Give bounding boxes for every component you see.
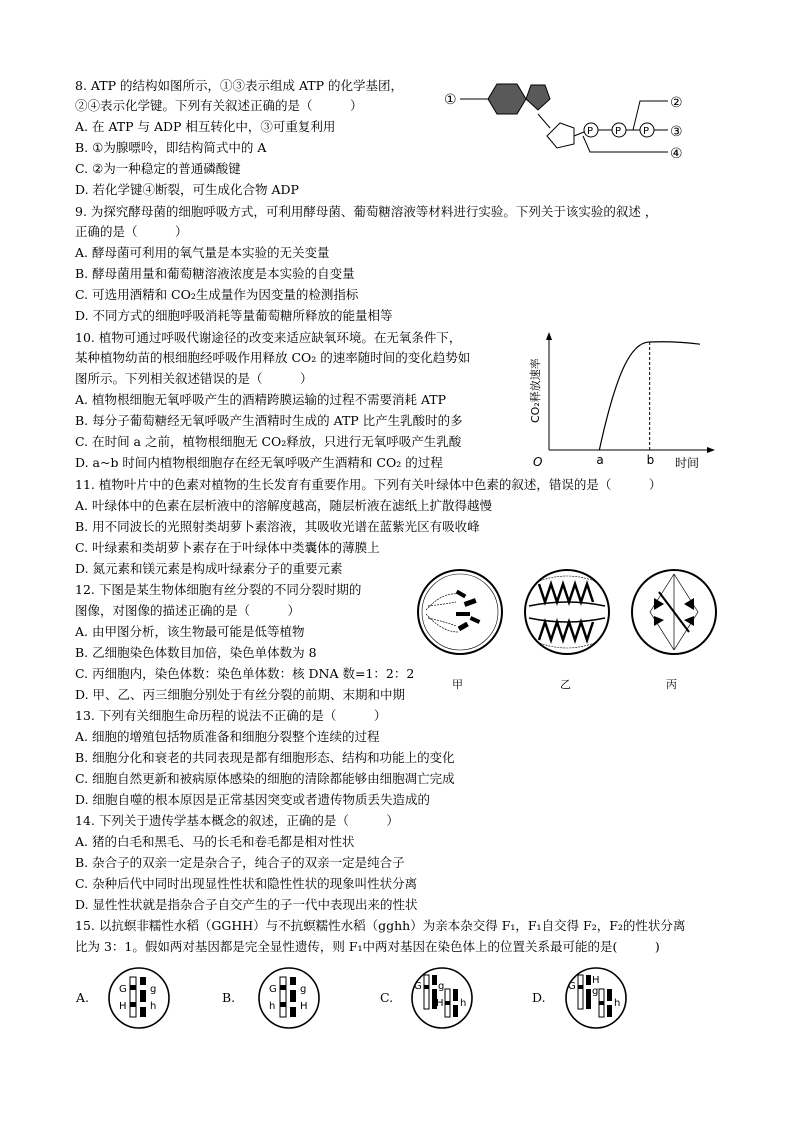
svg-text:g: g — [150, 984, 157, 995]
cell-yi-icon — [525, 570, 609, 654]
q12-option-d: D. 甲、乙、丙三细胞分别处于有丝分裂的前期、末期和中期 — [75, 687, 406, 702]
q11-stem: 11. 植物叶片中的色素对植物的生长发育有重要作用。下列有关叶绿体中色素的叙述，错误的是（ ） — [75, 477, 662, 492]
q11-option-a: A. 叶绿体中的色素在层析液中的溶解度越高，随层析液在滤纸上扩散得越慢 — [75, 498, 492, 513]
atp-structure-figure — [440, 78, 700, 178]
q9-option-b: B. 酵母菌用量和葡萄糖溶液浓度是本实验的自变量 — [75, 266, 355, 281]
adenine-icon — [526, 85, 550, 110]
svg-text:H: H — [300, 1001, 308, 1012]
svg-text:G: G — [414, 981, 422, 992]
y-axis-label: CO₂释放速率 — [529, 358, 542, 423]
ribose-icon — [547, 123, 574, 148]
q8-option-b: B. ①为腺嘌呤，即结构简式中的 A — [75, 140, 267, 155]
atp-label-1: ① — [444, 92, 457, 108]
x-mark-a: a — [596, 453, 604, 467]
q15-stem-line1: 15. 以抗螟非糯性水稻（GGHH）与不抗螟糯性水稻（gghh）为亲本杂交得 F₁，F₁自交得 F₂，F₂的性状分离 — [75, 918, 686, 933]
q11-option-b: B. 用不同波长的光照射类胡萝卜素溶液，其吸收光谱在蓝紫光区有吸收峰 — [75, 519, 480, 534]
q10-option-b: B. 每分子葡萄糖经无氧呼吸产生酒精时生成的 ATP 比产生乳酸时的多 — [75, 413, 463, 428]
origin-label: O — [533, 455, 543, 469]
q12-stem-line2: 图像，对图像的描述正确的是（ ） — [75, 603, 301, 618]
q12-option-a: A. 由甲图分析，该生物最可能是低等植物 — [75, 624, 305, 639]
q10-stem-line3: 图所示。下列相关叙述错误的是（ ） — [75, 371, 313, 386]
q8-option-d: D. 若化学键④断裂，可生成化合物 ADP — [75, 182, 299, 197]
atp-label-3: ③ — [670, 124, 683, 140]
svg-text:H: H — [592, 975, 600, 986]
q13-option-d: D. 细胞自噬的根本原因是正常基因突变或者遗传物质丢失造成的 — [75, 792, 431, 807]
q10-stem-line2: 某种植物幼苗的根细胞经呼吸作用释放 CO₂ 的速率随时间的变化趋势如 — [75, 350, 471, 365]
svg-text:P: P — [587, 126, 594, 137]
q10-option-c: C. 在时间 a 之前，植物根细胞无 CO₂释放，只进行无氧呼吸产生乳酸 — [75, 434, 462, 449]
svg-text:g: g — [592, 986, 599, 997]
svg-text:g: g — [438, 981, 445, 992]
q9-option-d: D. 不同方式的细胞呼吸消耗等量葡萄糖所释放的能量相等 — [75, 308, 393, 323]
svg-text:h: h — [460, 998, 467, 1009]
q15-option-a-cell-icon — [104, 965, 174, 1031]
q12-option-b: B. 乙细胞染色体数目加倍，染色单体数为 8 — [75, 645, 317, 660]
q12-stem-line1: 12. 下图是某生物体细胞有丝分裂的不同分裂时期的 — [75, 582, 362, 597]
q8-stem-line1: 8. ATP 的结构如图所示，①③表示组成 ATP 的化学基团， — [75, 78, 404, 93]
q15-option-c-label: C. — [380, 990, 394, 1005]
q11-option-d: D. 氮元素和镁元素是构成叶绿素分子的重要元素 — [75, 561, 343, 576]
atp-label-4: ④ — [670, 146, 683, 162]
svg-text:h: h — [614, 998, 621, 1009]
mitosis-cell-images — [412, 562, 722, 672]
svg-text:h: h — [150, 1001, 157, 1012]
atp-label-2: ② — [670, 95, 683, 111]
q14-stem: 14. 下列关于遗传学基本概念的叙述，正确的是（ ） — [75, 813, 399, 828]
svg-text:G: G — [568, 981, 576, 992]
caption-bing: 丙 — [666, 678, 677, 691]
q15-option-b-label: B. — [222, 990, 236, 1005]
q10-option-a: A. 植物根细胞无氧呼吸产生的酒精跨膜运输的过程不需要消耗 ATP — [75, 392, 447, 407]
q8-option-a: A. 在 ATP 与 ADP 相互转化中，③可重复利用 — [75, 119, 336, 134]
svg-text:g: g — [300, 984, 307, 995]
q8-option-c: C. ②为一种稳定的普通磷酸键 — [75, 161, 241, 176]
q14-option-a: A. 猪的白毛和黑毛、马的长毛和卷毛都是相对性状 — [75, 834, 355, 849]
svg-text:P: P — [643, 126, 650, 137]
q13-option-a: A. 细胞的增殖包括物质准备和细胞分裂整个连续的过程 — [75, 729, 380, 744]
q13-option-b: B. 细胞分化和衰老的共同表现是都有细胞形态、结构和功能上的变化 — [75, 750, 455, 765]
q14-option-d: D. 显性性状就是指杂合子自交产生的子一代中表现出来的性状 — [75, 897, 418, 912]
caption-yi: 乙 — [560, 678, 571, 691]
svg-text:h: h — [269, 1001, 276, 1012]
svg-text:G: G — [269, 984, 277, 995]
q15-option-a-label: A. — [76, 990, 90, 1005]
svg-text:H: H — [436, 998, 444, 1009]
q8-stem-line2: ②④表示化学键。下列有关叙述正确的是（ ） — [75, 98, 363, 113]
q9-stem-line2: 正确的是（ ） — [75, 224, 188, 239]
x-mark-b: b — [646, 453, 655, 467]
q14-option-c: C. 杂种后代中同时出现显性性状和隐性性状的现象叫性状分离 — [75, 876, 418, 891]
q13-option-c: C. 细胞自然更新和被病原体感染的细胞的清除都能够由细胞凋亡完成 — [75, 771, 455, 786]
q12-option-c: C. 丙细胞内，染色体数：染色单体数：核 DNA 数=1：2：2 — [75, 666, 415, 681]
svg-text:P: P — [615, 126, 622, 137]
q15-option-b-cell-icon — [254, 965, 324, 1031]
q9-stem-line1: 9. 为探究酵母菌的细胞呼吸方式，可利用酵母菌、葡萄糖溶液等材料进行实验。下列关于该实验的叙述 ， — [75, 204, 658, 219]
q15-option-d-cell-icon — [558, 965, 634, 1031]
q15-option-c-cell-icon — [404, 965, 480, 1031]
q13-stem: 13. 下列有关细胞生命历程的说法不正确的是（ ） — [75, 708, 387, 723]
co2-release-chart — [525, 328, 725, 470]
svg-text:G: G — [119, 984, 127, 995]
cell-jia-icon — [418, 570, 502, 654]
caption-jia: 甲 — [452, 678, 463, 691]
q9-option-c: C. 可选用酒精和 CO₂生成量作为因变量的检测指标 — [75, 287, 359, 302]
svg-text:H: H — [119, 1001, 127, 1012]
q15-stem-line2: 比为 3：1。假如两对基因都是完全显性遗传，则 F₁中两对基因在染色体上的位置关系最可能的是( ) — [75, 939, 660, 954]
q15-option-d-label: D. — [532, 990, 546, 1005]
q11-option-c: C. 叶绿素和类胡萝卜素存在于叶绿体中类囊体的薄膜上 — [75, 540, 380, 555]
q9-option-a: A. 酵母菌可利用的氧气量是本实验的无关变量 — [75, 245, 330, 260]
q14-option-b: B. 杂合子的双亲一定是杂合子，纯合子的双亲一定是纯合子 — [75, 855, 405, 870]
q10-option-d: D. a~b 时间内植物根细胞存在经无氧呼吸产生酒精和 CO₂ 的过程 — [75, 455, 443, 470]
x-axis-label: 时间 — [675, 456, 700, 470]
q10-stem-line1: 10. 植物可通过呼吸代谢途径的改变来适应缺氧环境。在无氧条件下， — [75, 330, 462, 345]
cell-bing-icon — [632, 570, 716, 654]
